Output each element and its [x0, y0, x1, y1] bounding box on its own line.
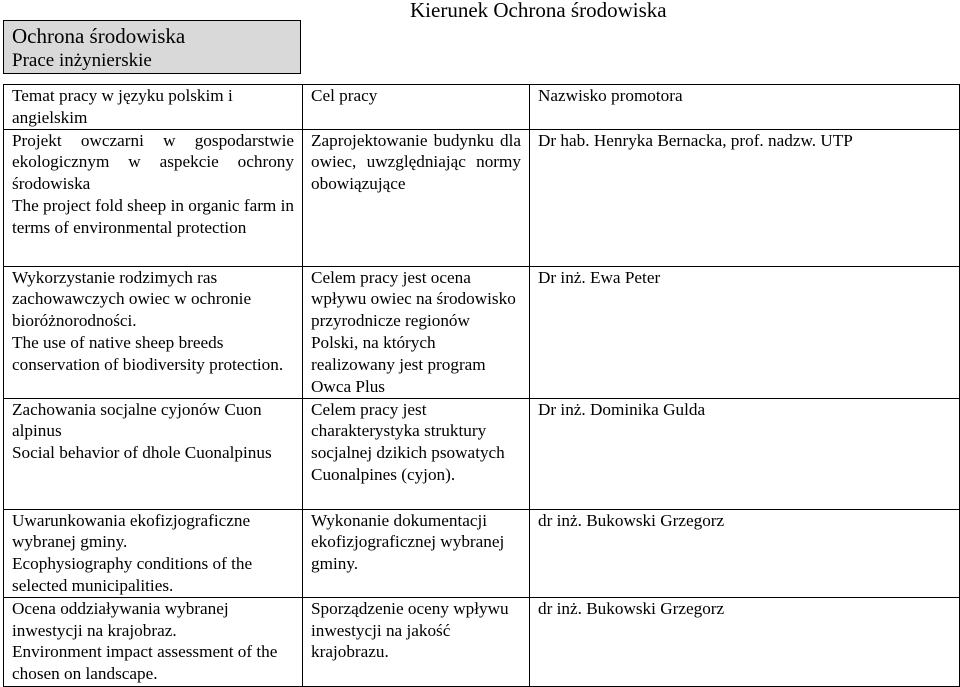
topic-cell: [4, 597, 303, 686]
goal-cell: Zaprojektowanie budynku dla owiec, uwzględniając normy obowiązujące: [303, 129, 530, 266]
goal-cell: Celem pracy jest charakterystyka struktury socjalnej dzikich psowatych Cuonalpines (cyjon).: [303, 398, 530, 509]
table-row: [4, 398, 960, 509]
topic-cell: [4, 129, 303, 266]
table-row: [4, 129, 960, 266]
topic-english: The project fold sheep in organic farm in terms of environmental protection: [12, 195, 294, 237]
supervisor-cell: Dr inż. Ewa Peter: [530, 266, 960, 398]
topic-english: Ecophysiography conditions of the selected municipalities.: [12, 554, 253, 595]
table-row: [4, 266, 960, 398]
goal-cell: Celem pracy jest ocena wpływu owiec na środowisko przyrodnicze regionów Polski, na których realizowany jest program Owca Plus: [303, 266, 530, 398]
topic-polish: Ocena oddziaływania wybranej inwestycji na krajobraz.: [12, 598, 229, 640]
table-header-row: [4, 85, 960, 130]
topic-polish: Wykorzystanie rodzimych ras zachowawczych owiec w ochronie bioróżnorodności.: [12, 267, 252, 331]
document-title: Kierunek Ochrona środowiska: [410, 0, 667, 22]
header-supervisor: Nazwisko promotora: [530, 85, 960, 130]
topic-polish: Projekt owczarni w gospodarstwie ekologicznym w aspekcie ochrony środowiska: [12, 130, 294, 194]
theses-table: [3, 84, 960, 687]
goal-cell: Sporządzenie oceny wpływu inwestycji na jakość krajobrazu.: [303, 597, 530, 686]
topic-polish: Zachowania socjalne cyjonów Cuon alpinus: [12, 399, 262, 441]
topic-english: Social behavior of dhole Cuonalpinus: [12, 443, 272, 463]
header-goal: Cel pracy: [303, 85, 530, 130]
goal-cell: Wykonanie dokumentacji ekofizjograficznej wybranej gminy.: [303, 509, 530, 597]
header-line-1: Ochrona środowiska: [12, 24, 186, 48]
header-topic: Temat pracy w języku polskim i angielskim: [4, 85, 303, 130]
topic-cell: [4, 509, 303, 597]
topic-cell: [4, 398, 303, 509]
supervisor-cell: Dr inż. Dominika Gulda: [530, 398, 960, 509]
topic-english: Environment impact assessment of the chosen on landscape.: [12, 642, 278, 684]
table-row: [4, 597, 960, 686]
header-box: [3, 20, 301, 74]
topic-polish: Uwarunkowania ekofizjograficzne wybranej gminy.: [12, 510, 251, 552]
header-line-2: Prace inżynierskie: [12, 50, 152, 71]
supervisor-cell: Dr hab. Henryka Bernacka, prof. nadzw. UTP: [530, 129, 960, 266]
topic-english: The use of native sheep breeds conservation of biodiversity protection.: [12, 332, 284, 374]
topic-cell: [4, 266, 303, 398]
supervisor-cell: dr inż. Bukowski Grzegorz: [530, 597, 960, 686]
table-row: [4, 509, 960, 597]
supervisor-cell: dr inż. Bukowski Grzegorz: [530, 509, 960, 597]
